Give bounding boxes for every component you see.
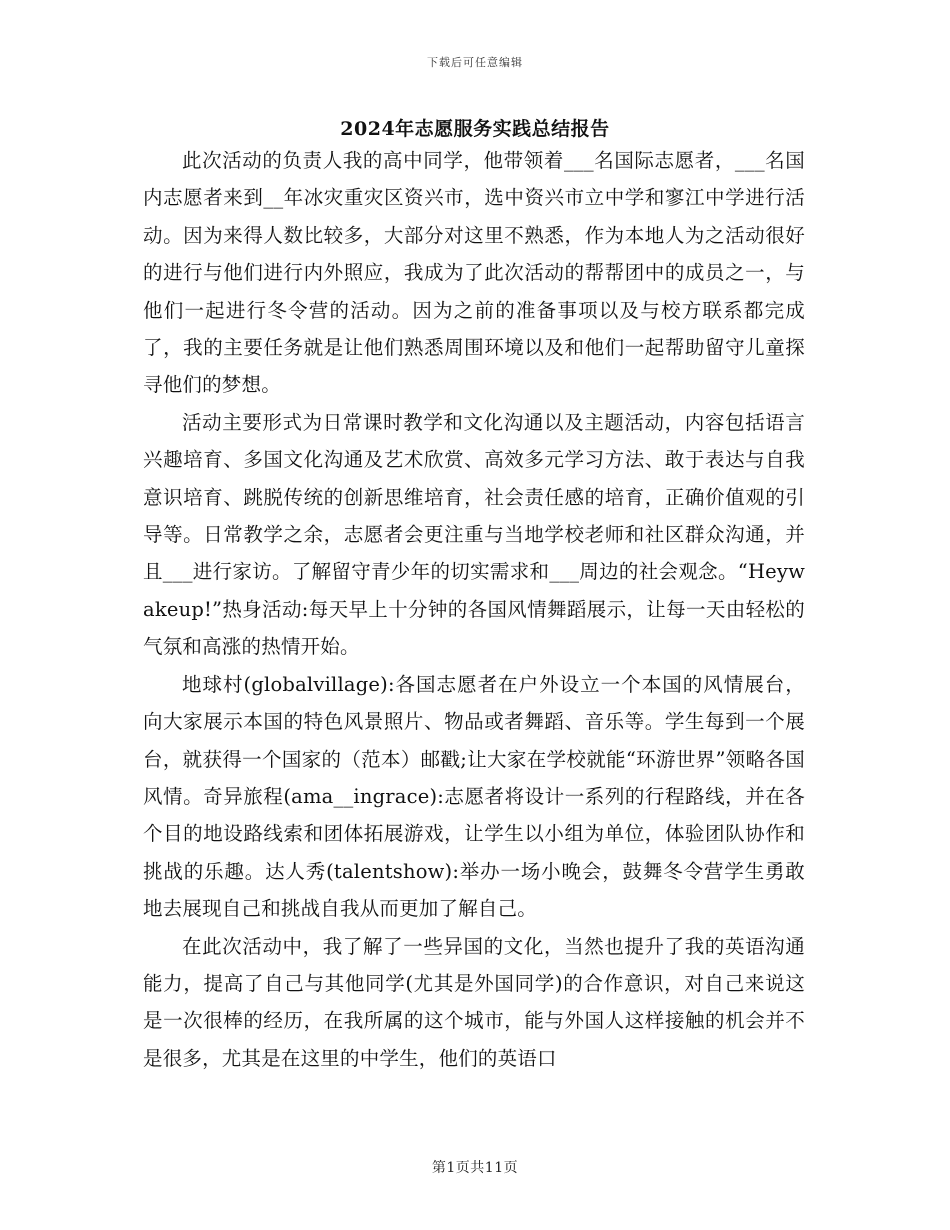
paragraph-2: 活动主要形式为日常课时教学和文化沟通以及主题活动，内容包括语言兴趣培育、多国文化沟通及艺术欣赏、高效多元学习方法、敢于表达与自我意识培育、跳脱传统的创新思维培育，社会责任感的培育，正确价值观的引导等。日常教学之余，志愿者会更注重与当地学校老师和社区群众沟通，并且___进行家访。了解留守青少年的切实需求和___周边的社会观念。“Heywakeup!”热身活动:每天早上十分钟的各国风情舞蹈展示，让每一天由轻松的气氛和高涨的热情开始。	[143, 410, 805, 659]
document-body	[143, 142, 805, 1077]
paragraph-3: 地球村(globalvillage):各国志愿者在户外设立一个本国的风情展台，向大家展示本国的特色风景照片、物品或者舞蹈、音乐等。学生每到一个展台，就获得一个国家的（范本）邮戳;让大家在学校就能“环游世界”领略各国风情。奇异旅程(ama__ingrace):志愿者将设计一系列的行程路线，并在各个目的地设路线索和团体拓展游戏，让学生以小组为单位，体验团队协作和挑战的乐趣。达人秀(talentshow):举办一场小晚会，鼓舞冬令营学生勇敢地去展现自己和挑战自我从而更加了解自己。	[143, 672, 805, 921]
paragraph-1: 此次活动的负责人我的高中同学，他带领着___名国际志愿者，___名国内志愿者来到__年冰灾重灾区资兴市，选中资兴市立中学和寥江中学进行活动。因为来得人数比较多，大部分对这里不熟悉，作为本地人为之活动很好的进行与他们进行内外照应，我成为了此次活动的帮帮团中的成员之一，与他们一起进行冬令营的活动。因为之前的准备事项以及与校方联系都完成了，我的主要任务就是让他们熟悉周围环境以及和他们一起帮助留守儿童探寻他们的梦想。	[143, 149, 805, 397]
header-note: 下载后可任意编辑	[427, 56, 523, 69]
paragraph-4: 在此次活动中，我了解了一些异国的文化，当然也提升了我的英语沟通能力，提高了自己与其他同学(尤其是外国同学)的合作意识，对自己来说这是一次很棒的经历，在我所属的这个城市，能与外国人这样接触的机会并不是很多，尤其是在这里的中学生，他们的英语口	[143, 934, 805, 1070]
document-title: 2024年志愿服务实践总结报告	[340, 118, 610, 140]
page-footer: 第1页共11页	[431, 1160, 519, 1176]
